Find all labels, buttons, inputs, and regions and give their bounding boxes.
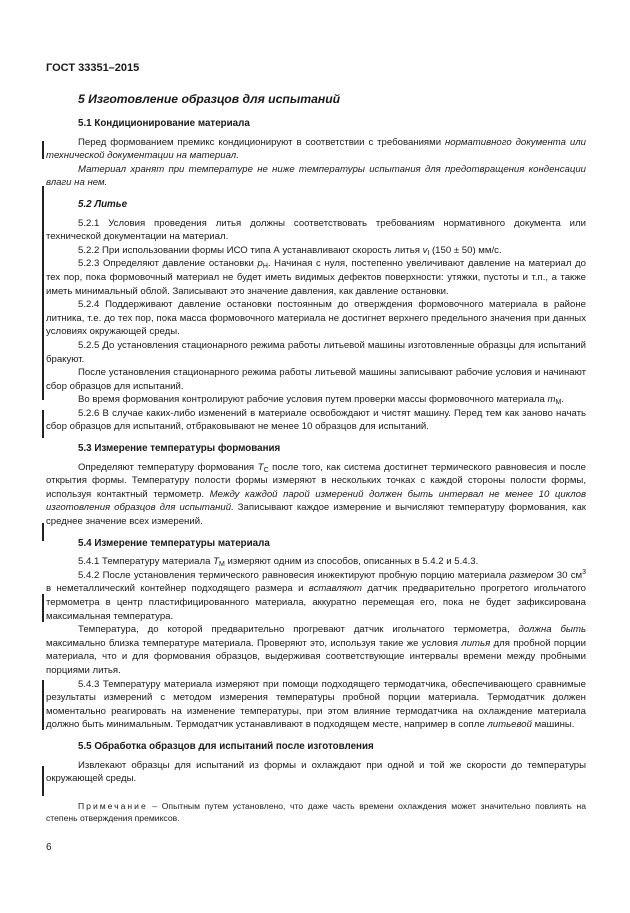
paragraph: 5.4.2 После установления термического равновесия инжектируют пробную порцию материала размером 30 $см^3$ в неметаллический контейнер подходящего размера и вставляют датчик предварительно прогретого игольчатого термометра в центр пластифицированного материала, аккуратно перемещая его, пока не будет зафиксирована максимальная температура.: [46, 568, 587, 622]
page-number: 6: [46, 842, 52, 853]
change-bar: [42, 766, 44, 796]
section-5-4-title: 5.4 Измерение температуры материала: [78, 537, 270, 549]
paragraph: Определяют температуру формования $T_C$ после того, как система достигнет термического равновесия и после открытия формы. Температуру полости формы измеряют в нескольких точках с каждой стороны полости формы, используя контактный термометр. Между каждой парой измерений должен быть интервал не менее 10 циклов изготовления образцов для испытаний. Записывают каждое измерение и вычисляют температуру формования, как среднее значение всех измерений.: [46, 461, 586, 528]
paragraph: 5.4.3 Температуру материала измеряют при помощи подходящего термодатчика, обеспечивающего сравнимые результаты измерений с методом измерения температуры пробной порции материала. Термодатчик должен моментально реагировать на изменение температуры, при этом влияние термодатчика на охлаждение материала должно быть минимальным. Термодатчик устанавливают в подходящем месте, например в сопле литьевой машины.: [46, 678, 586, 731]
paragraph: Температура, до которой предварительно прогревают датчик игольчатого термометра, должна быть максимально близка температуре материала. Проверяют это, используя такие же условия литья для пробной порции материала, что и для формования образцов, выдерживая соответствующие интервалы времени между пробными порциями литья.: [46, 624, 586, 676]
change-bar: [42, 186, 44, 400]
paragraph: После установления стационарного режима работы литьевой машины записывают рабочие условия и начинают сбор образцов для испытаний.: [46, 367, 586, 392]
change-bar: [42, 410, 44, 438]
page-body: [46, 92, 586, 824]
section-5-1-title: 5.1 Кондиционирование материала: [78, 118, 250, 129]
change-bar: [42, 523, 44, 541]
paragraph: Перед формованием премикс кондиционируют в соответствии с требованиями нормативного документа или технической документации на материал.: [46, 136, 586, 162]
section-5-2-title: 5.2 Литье: [78, 198, 128, 210]
note: Примечание – Опытным путем установлено, что даже часть времени охлаждения может значительно повлиять на степень отверждения премиксов.: [46, 800, 586, 823]
paragraph: 5.2.2 При использовании формы ИСО типа А устанавливают скорость литья $v_I$ (150 ± 50) мм/с.: [78, 244, 502, 257]
change-bar: [42, 141, 44, 159]
paragraph: 5.2.1 Условия проведения литья должны соответствовать требованиям нормативного документа или технической документации на материал.: [46, 217, 586, 243]
paragraph: 5.2.5 До установления стационарного режима работы литьевой машины изготовленные образцы для испытаний бракуют.: [46, 339, 586, 365]
change-bar: [42, 594, 44, 622]
paragraph: Извлекают образцы для испытаний из формы и охлаждают при одной и той же скорости до температуры окружающей среды.: [46, 759, 586, 785]
section-5-title: 5 Изготовление образцов для испытаний: [78, 92, 341, 106]
document-header: ГОСТ 33351–2015: [46, 62, 140, 74]
change-bar: [42, 680, 44, 730]
paragraph: Материал хранят при температуре не ниже температуры испытания для предотвращения конденсации влаги на нем.: [46, 163, 586, 189]
paragraph: 5.2.3 Определяют давление остановки $p_H$. Начиная с нуля, постепенно увеличивают давление на материал до тех пор, пока формовочный материал не будет иметь видимых дефектов поверхности: утяжки, пустоты и т.п., а также иметь минимальный облой. Записывают это значение давления, как давление остановки.: [46, 258, 586, 297]
paragraph: 5.4.1 Температуру материала $T_M$ измеряют одним из способов, описанных в 5.4.2 и 5.4.3.: [78, 556, 479, 569]
paragraph: 5.2.6 В случае каких-либо изменений в материале освобождают и чистят машину. Перед тем как заново начать сбор образцов для испытаний, отбраковывают не менее 10 образцов для испытаний.: [46, 407, 586, 433]
paragraph: 5.2.4 Поддерживают давление остановки постоянным до отверждения формовочного материала в районе литника, т.е. до тех пор, пока масса формовочного материала не достигнет верхнего предельного значения при данных условиях окружающей среды.: [46, 299, 586, 338]
section-5-5-title: 5.5 Обработка образцов для испытаний после изготовления: [78, 740, 374, 752]
section-5-3-title: 5.3 Измерение температуры формования: [78, 443, 281, 455]
paragraph: Во время формования контролируют рабочие условия путем проверки массы формовочного материала $m_M$.: [78, 394, 564, 407]
